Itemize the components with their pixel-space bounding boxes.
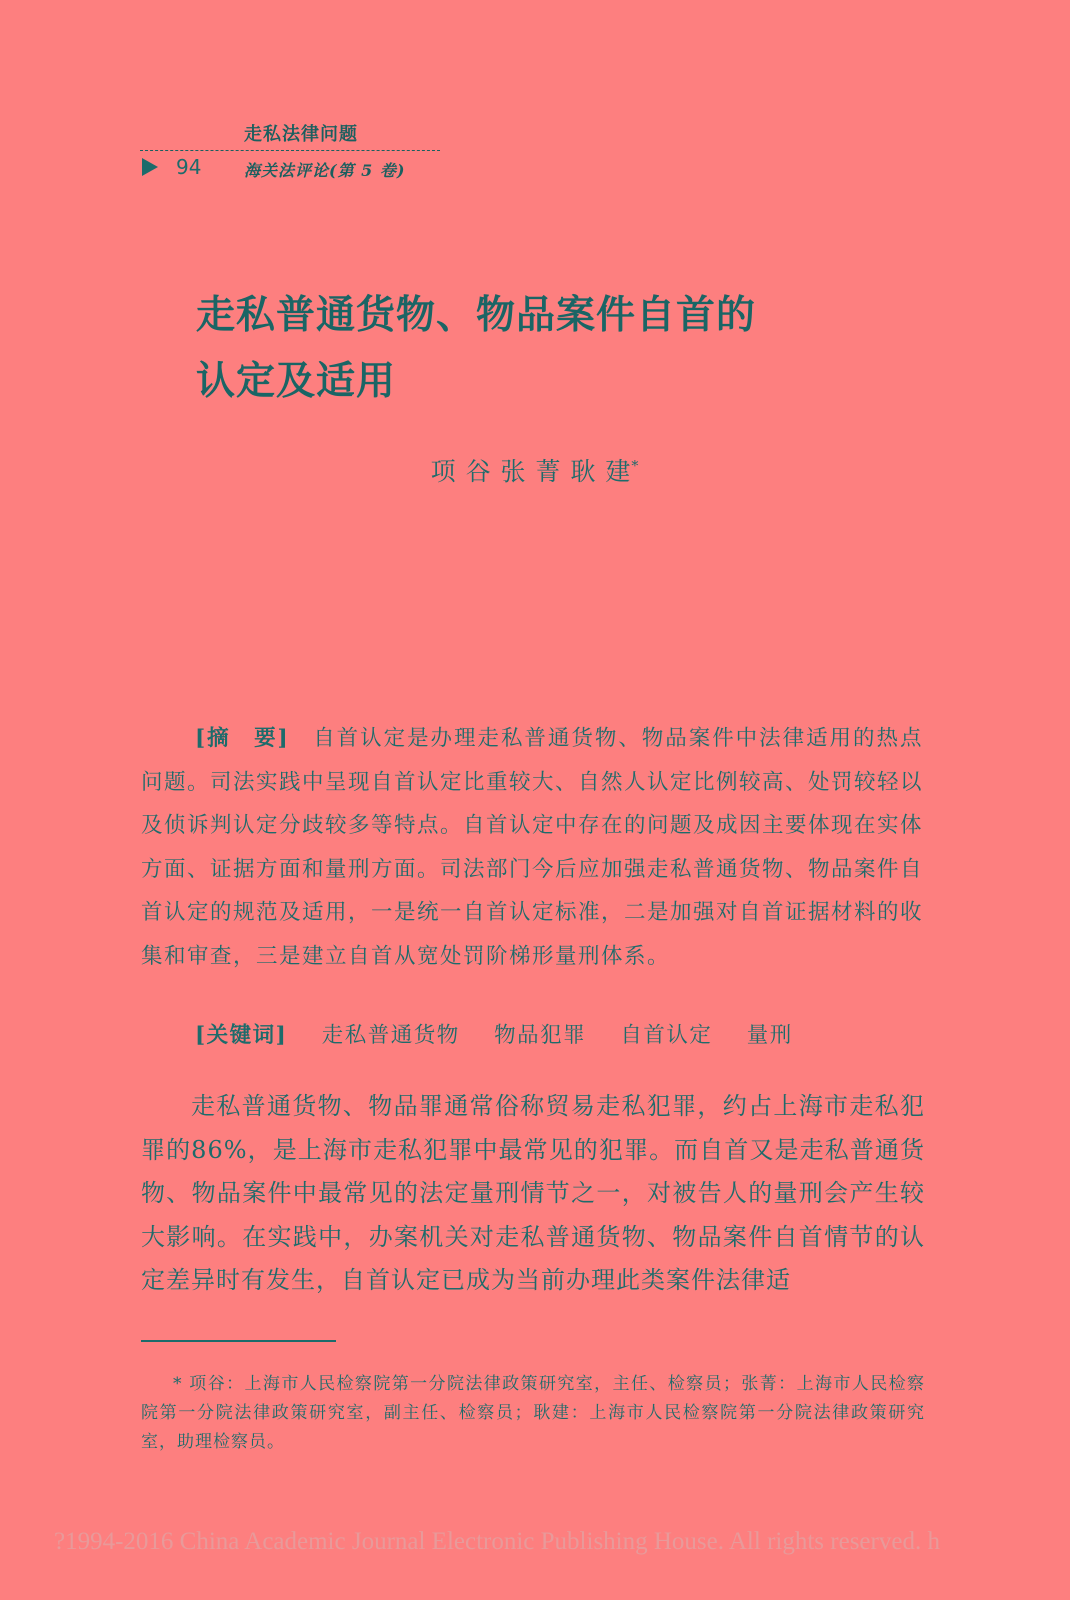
- footnote: * 项谷：上海市人民检察院第一分院法律政策研究室，主任、检察员；张菁：上海市人民检察院第一分院法律政策研究室，副主任、检察员；耿建：上海市人民检察院第一分院法律政策研究室，助理检察员。: [141, 1374, 925, 1452]
- copyright-watermark: ?1994-2016 China Academic Journal Electronic Publishing House. All rights reserved. h: [54, 1528, 940, 1555]
- author-footnote-mark: *: [631, 458, 640, 475]
- keyword-item: 物品犯罪: [494, 1023, 587, 1048]
- title-line-2: 认定及适用: [196, 358, 397, 404]
- body-paragraph: 走私普通货物、物品罪通常俗称贸易走私犯罪，约占上海市走私犯罪的86%，是上海市走私犯罪中最常见的犯罪。而自首又是走私普通货物、物品案件中最常见的法定量刑情节之一，对被告人的量刑会产生较大影响。在实践中，办案机关对走私普通货物、物品案件自首情节的认定差异时有发生，自首认定已成为当前办理此类案件法律适: [141, 1092, 925, 1294]
- authors: [0, 452, 1070, 488]
- running-header-section: 走私法律问题: [244, 124, 358, 145]
- author-names: 项 谷 张 菁 耿 建: [430, 457, 632, 486]
- abstract-label: [摘 要]: [195, 726, 290, 751]
- journal-name: 海关法评论(第 5 卷): [244, 161, 406, 180]
- abstract: [141, 717, 923, 978]
- keyword-item: 走私普通货物: [321, 1023, 460, 1048]
- keywords: [195, 1018, 793, 1049]
- title-line-1: 走私普通货物、物品案件自首的: [196, 292, 757, 338]
- page-arrow-icon: [142, 158, 158, 176]
- footnote-divider: [141, 1340, 336, 1342]
- keyword-item: 量刑: [746, 1023, 793, 1048]
- abstract-text: 自首认定是办理走私普通货物、物品案件中法律适用的热点问题。司法实践中呈现自首认定比重较大、自然人认定比例较高、处罚较轻以及侦诉判认定分歧较多等特点。自首认定中存在的问题及成因主要体现在实体方面、证据方面和量刑方面。司法部门今后应加强走私普通货物、物品案件自首认定的规范及适用，一是统一自首认定标准，二是加强对自首证据材料的收集和审查，三是建立自首从宽处罚阶梯形量刑体系。: [141, 726, 924, 969]
- article-title: [196, 282, 896, 414]
- header-divider: [140, 150, 440, 151]
- keywords-label: [关键词]: [195, 1023, 288, 1048]
- keyword-item: 自首认定: [620, 1023, 713, 1048]
- page-number: 94: [176, 155, 202, 179]
